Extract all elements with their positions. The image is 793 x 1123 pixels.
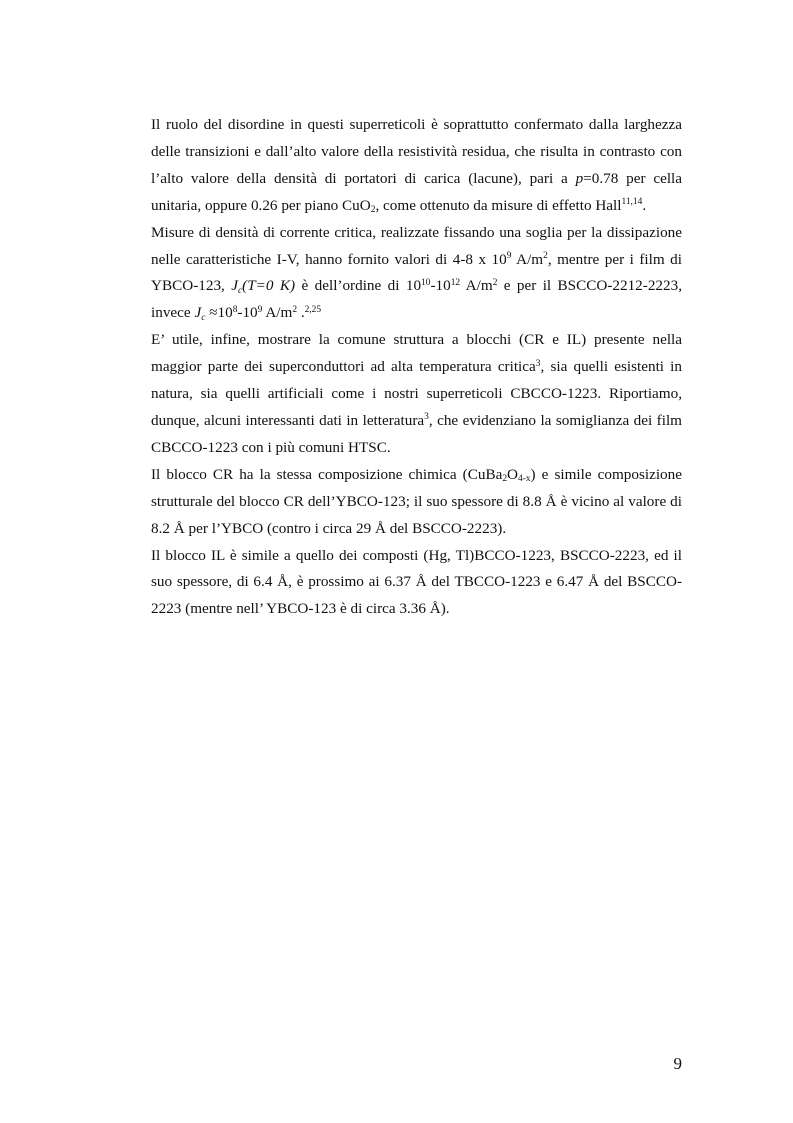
paragraph xyxy=(151,327,682,462)
superscript: 8 xyxy=(232,304,238,315)
paragraph xyxy=(151,462,682,543)
superscript: 9 xyxy=(506,250,512,261)
text-run: ≈10 xyxy=(205,304,233,322)
text-run: Il blocco IL è simile a quello dei composti (Hg, Tl)BCCO-1223, BSCCO-2223, ed il suo spessore, di 6.4 Å, è prossimo ai 6.37 Å del TBCCO-1223 e 6.47 Å del BSCCO-2223 (mentre nell’ YBCO-123 è di circa 3.36 Å). xyxy=(151,546,682,618)
text-run: A/m xyxy=(262,304,293,322)
text-run: è dell’ordine di 10 xyxy=(295,277,422,295)
superscript: 2 xyxy=(543,250,548,261)
text-run: O xyxy=(507,465,518,483)
subscript: 4-x xyxy=(517,474,531,485)
text-run: e per il BSCCO-2212-2223, invece xyxy=(151,277,682,322)
text-run: ) e simile composizione strutturale del blocco CR dell’YBCO-123; il suo spessore di 8.8 Å è vicino al valore di 8.2 Å per l’YBCO (contro i circa 29 Å del BSCCO-2223). xyxy=(151,465,682,537)
paragraph xyxy=(151,112,682,220)
text-run: . xyxy=(297,304,305,322)
text-run: , sia quelli esistenti in natura, sia quelli artificiali come i nostri superreticoli CBCCO-1223. Riportiamo, dunque, alcuni interessanti dati in letteratura xyxy=(151,358,682,429)
superscript: 10 xyxy=(421,277,431,288)
text-run: -10 xyxy=(237,304,258,322)
superscript: 11,14 xyxy=(621,197,643,208)
text-run: -10 xyxy=(430,277,451,295)
text-run: , mentre per i film di YBCO-123, xyxy=(151,250,682,295)
superscript: 2 xyxy=(292,304,298,315)
paragraph xyxy=(151,543,682,624)
body-text xyxy=(151,112,682,623)
subscript: 2 xyxy=(370,205,376,216)
text-run: . xyxy=(642,196,647,214)
italic-subscript: c xyxy=(201,312,206,323)
italic-text: J xyxy=(194,304,202,322)
text-run: Il blocco CR ha la stessa composizione chimica (CuBa xyxy=(151,465,503,483)
text-run: Misure di densità di corrente critica, realizzate fissando una soglia per la dissipazione nelle caratteristiche I-V, hanno fornito valori di 4-8 x 10 xyxy=(151,223,682,268)
text-run: A/m xyxy=(511,250,544,268)
text-run: , che evidenziano la somiglianza dei film CBCCO-1223 con i più comuni HTSC. xyxy=(151,411,682,456)
text-run: =0.78 per cella unitaria, oppure 0.26 per piano CuO xyxy=(151,169,683,214)
text-run: , come ottenuto da misure di effetto Hall xyxy=(375,196,622,214)
superscript: 3 xyxy=(535,358,541,369)
superscript: 3 xyxy=(424,412,429,423)
italic-text: (T=0 K) xyxy=(242,277,296,295)
page-number: 9 xyxy=(673,1054,682,1073)
paragraph xyxy=(151,220,682,328)
text-run: Il ruolo del disordine in questi superreticoli è soprattutto confermato dalla larghezza delle transizioni e dall’alto valore della resistività residua, che risulta in contrasto con l’alto valore della densità di portatori di carica (lacune), pari a xyxy=(151,116,682,187)
italic-text: J xyxy=(231,277,238,295)
superscript: 2 xyxy=(492,277,498,288)
italic-subscript: c xyxy=(237,286,243,297)
superscript: 9 xyxy=(257,304,263,315)
text-run: E’ utile, infine, mostrare la comune struttura a blocchi (CR e IL) presente nella maggior parte dei superconduttori ad alta temperatura critica xyxy=(151,331,682,376)
subscript: 2 xyxy=(502,474,508,485)
text-run: A/m xyxy=(460,277,493,295)
superscript: 12 xyxy=(450,277,461,288)
superscript: 2,25 xyxy=(304,304,322,315)
italic-text: p xyxy=(575,169,584,187)
